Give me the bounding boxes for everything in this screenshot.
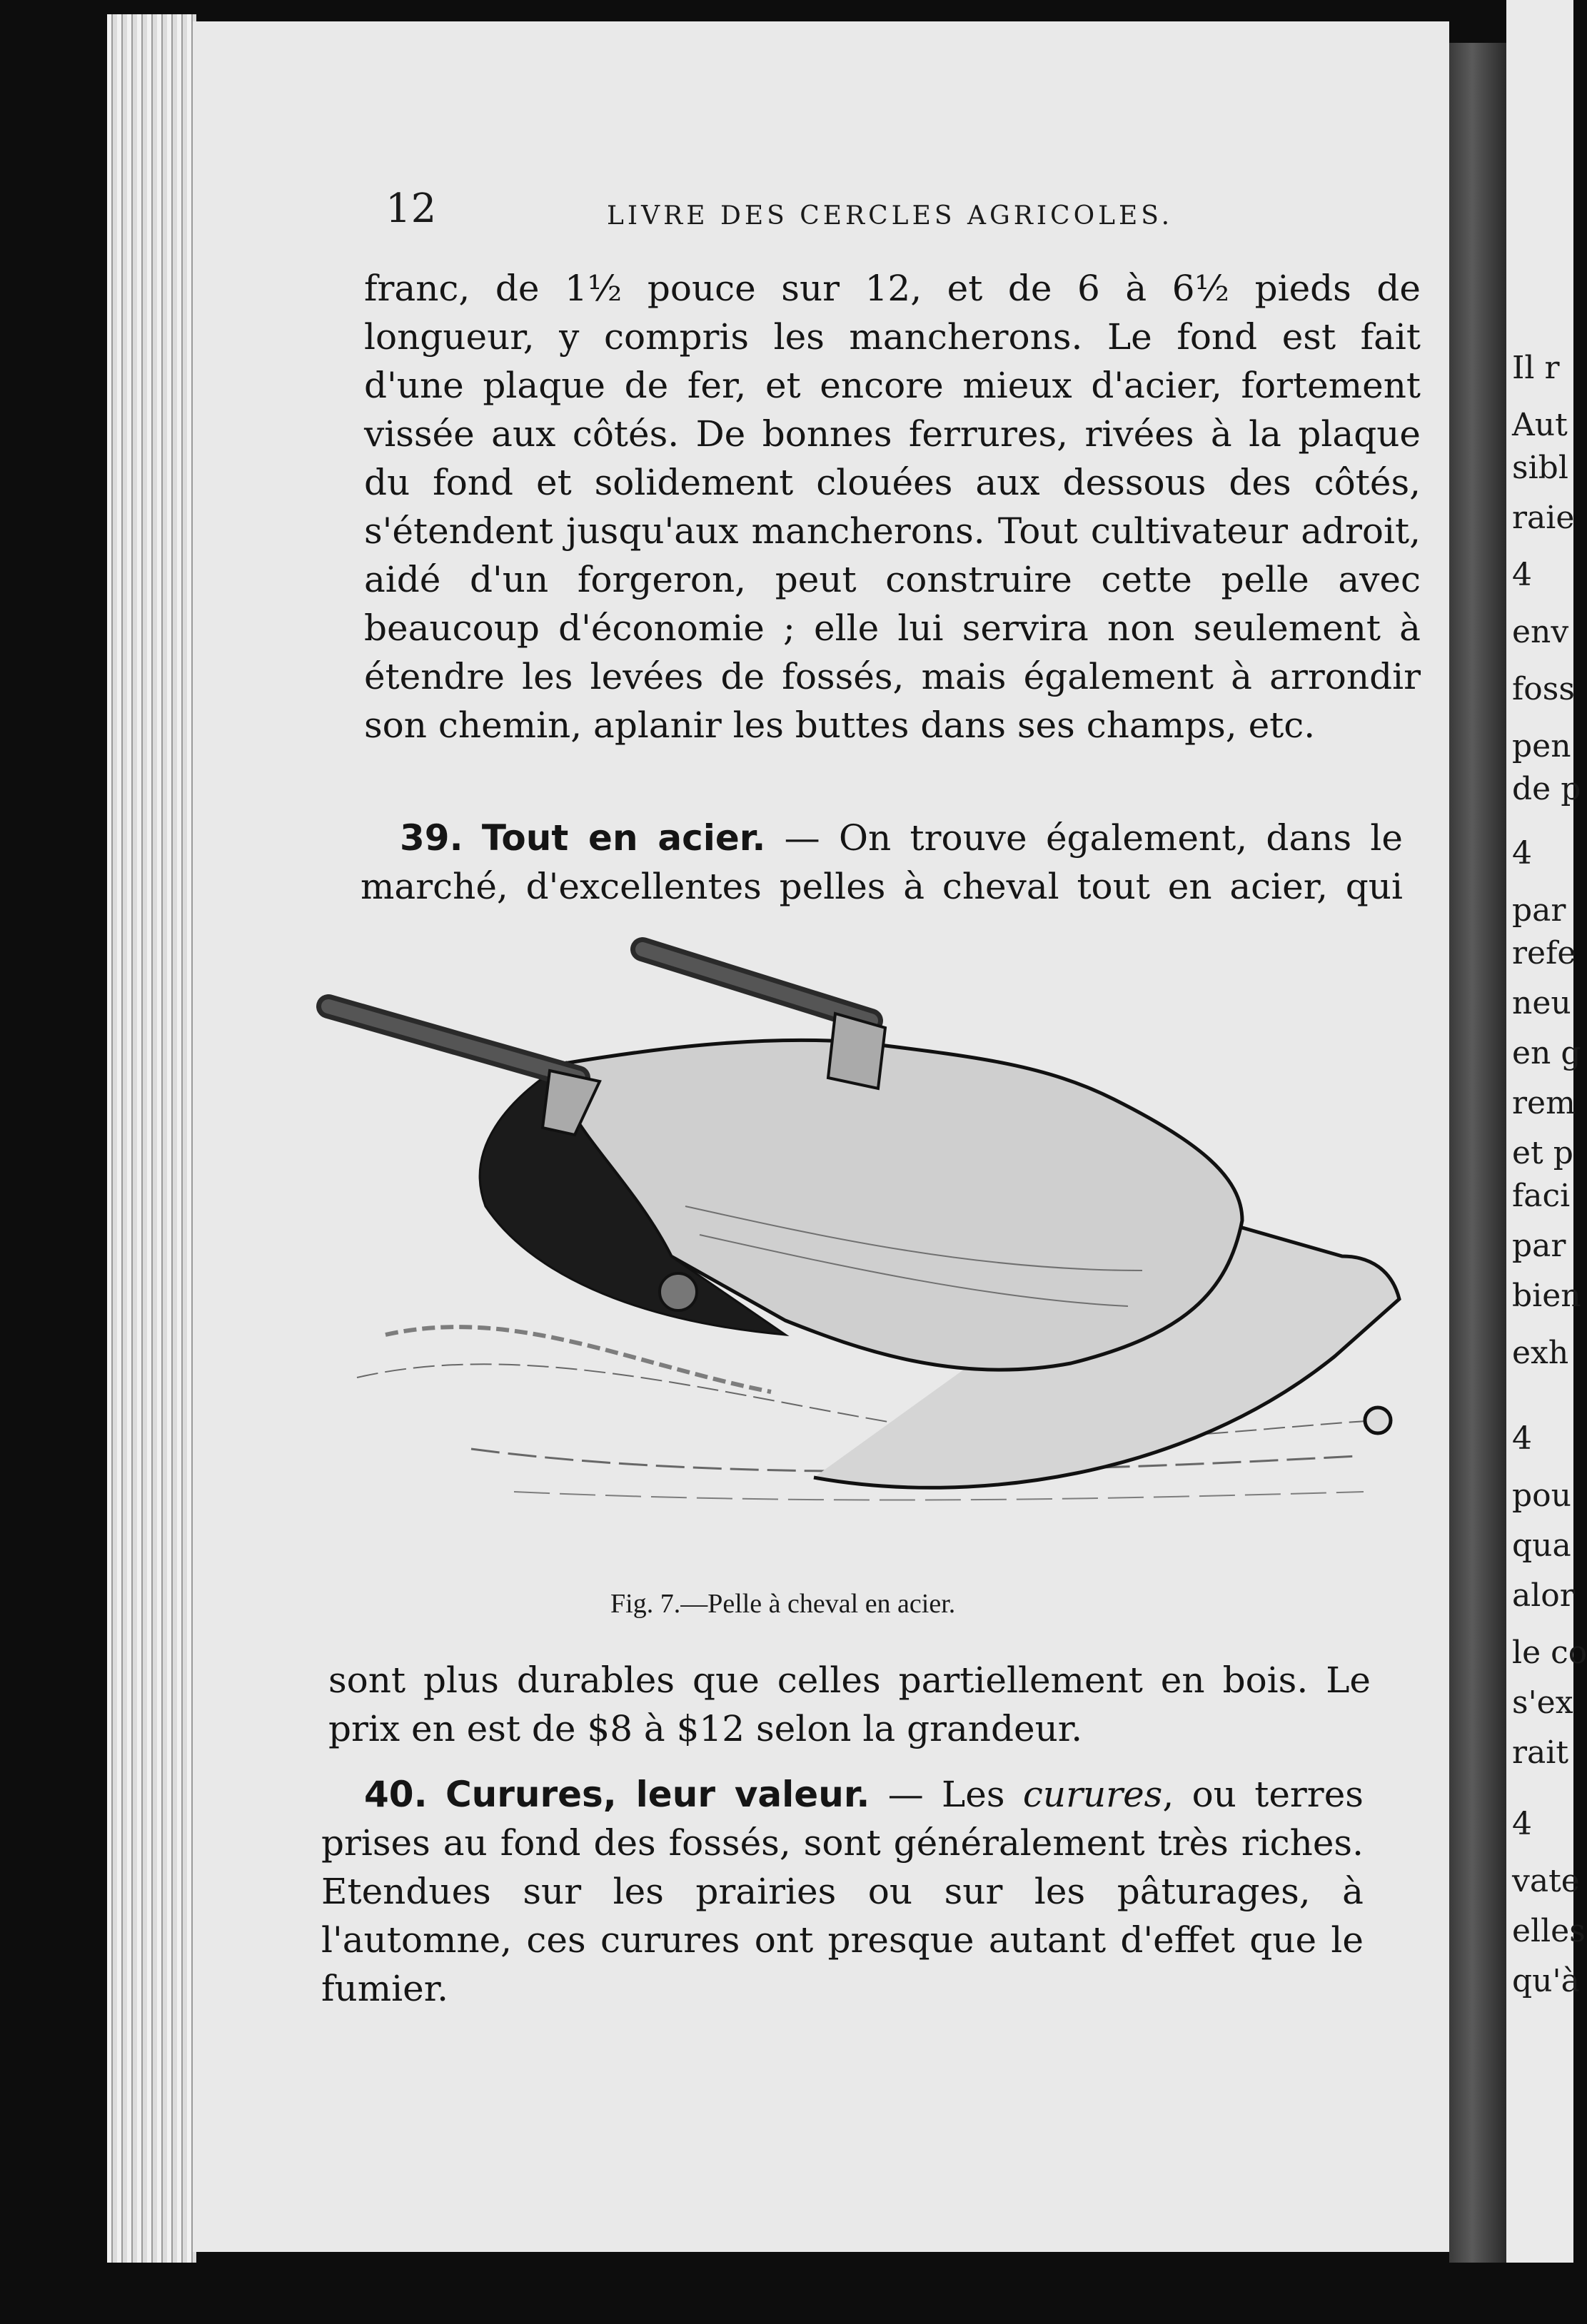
- section-40-title: Curures, leur valeur.: [445, 1774, 870, 1815]
- facing-page-line: qua: [1512, 1527, 1571, 1564]
- section-40-text-after: , ou terres prises au fond des fossés, sont généralement très riches. Etendues sur les prairies ou sur les pâturages, à l'automne, ces curures ont presque autant d'effet que le fumier.: [321, 1774, 1364, 2009]
- facing-page-line: exh: [1512, 1335, 1569, 1371]
- paragraph-1: franc, de 1½ pouce sur 12, et de 6 à 6½ pieds de longueur, y compris les mancherons. Le fond est fait d'une plaque de fer, et encore mieux d'acier, fortement vissée aux côtés. De bonnes ferrures, rivées à la plaque du fond et solidement clouées aux dessous des côtés, s'étendent jusqu'aux mancherons. Tout cultivateur adroit, aidé d'un forgeron, peut construire cette pelle avec beaucoup d'économie ; elle lui servira non seulement à étendre les levées de fossés, mais également à arrondir son chemin, aplanir les buttes dans ses champs, etc.: [364, 268, 1421, 746]
- facing-page-line: par: [1512, 1228, 1566, 1264]
- section-40-number: 40.: [364, 1774, 428, 1815]
- paragraph-continued: sont plus durables que celles partiellement en bois. Le prix en est de $8 à $12 selon la grandeur.: [328, 1659, 1371, 1749]
- facing-page-line: sibl: [1512, 450, 1568, 486]
- facing-page-line: en g: [1512, 1035, 1581, 1071]
- figure-caption: Fig. 7.—Pelle à cheval en acier.: [610, 1589, 956, 1619]
- page-number: 12: [386, 186, 437, 232]
- facing-page-line: faci: [1512, 1178, 1571, 1214]
- facing-page-line: Il r: [1512, 350, 1560, 386]
- facing-page-line: refe: [1512, 935, 1576, 971]
- facing-page-line: le co: [1512, 1635, 1587, 1671]
- facing-page-line: pou: [1512, 1477, 1571, 1514]
- section-39-text: — On trouve également, dans le marché, d'excellentes pelles à cheval tout en acier, qui: [361, 817, 1404, 907]
- facing-page-line: rem: [1512, 1085, 1576, 1121]
- facing-page-line: elles: [1512, 1913, 1586, 1949]
- section-40-text-before: — Les: [887, 1774, 1023, 1815]
- facing-page-line: vate: [1512, 1863, 1580, 1899]
- facing-page-line: bien: [1512, 1278, 1581, 1314]
- section-39-number: 39.: [400, 817, 463, 859]
- facing-page-line: de p: [1512, 771, 1581, 807]
- horse-shovel-illustration: [328, 935, 1414, 1549]
- running-title: LIVRE DES CERCLES AGRICOLES.: [607, 201, 1174, 231]
- facing-page-line: neu: [1512, 985, 1571, 1021]
- facing-page-line: pen: [1512, 728, 1571, 764]
- section-40-italic-term: curures: [1022, 1774, 1163, 1815]
- facing-page-line: raie: [1512, 500, 1575, 536]
- section-39: [361, 814, 1403, 911]
- facing-page-line: par: [1512, 892, 1566, 929]
- facing-page-line: env: [1512, 614, 1569, 650]
- facing-page-line: Aut: [1512, 407, 1568, 443]
- book-gutter: [1449, 43, 1506, 2263]
- page-header: [386, 186, 1456, 243]
- facing-page-line: 4: [1512, 1420, 1532, 1457]
- facing-page-line: et p: [1512, 1135, 1573, 1171]
- facing-page-line: foss: [1512, 671, 1575, 707]
- facing-page-line: qu'à: [1512, 1963, 1580, 1999]
- facing-page-line: s'ex: [1512, 1684, 1573, 1721]
- facing-page-line: rait: [1512, 1734, 1569, 1771]
- page-edges: [107, 14, 196, 2263]
- facing-page-line: alor: [1512, 1577, 1575, 1614]
- facing-page-line: 4: [1512, 1806, 1532, 1842]
- section-40: [321, 1770, 1364, 2013]
- facing-page: [1506, 0, 1587, 2263]
- facing-page-line: 4: [1512, 557, 1532, 593]
- section-39-title: Tout en acier.: [481, 817, 766, 859]
- facing-page-line: 4: [1512, 835, 1532, 872]
